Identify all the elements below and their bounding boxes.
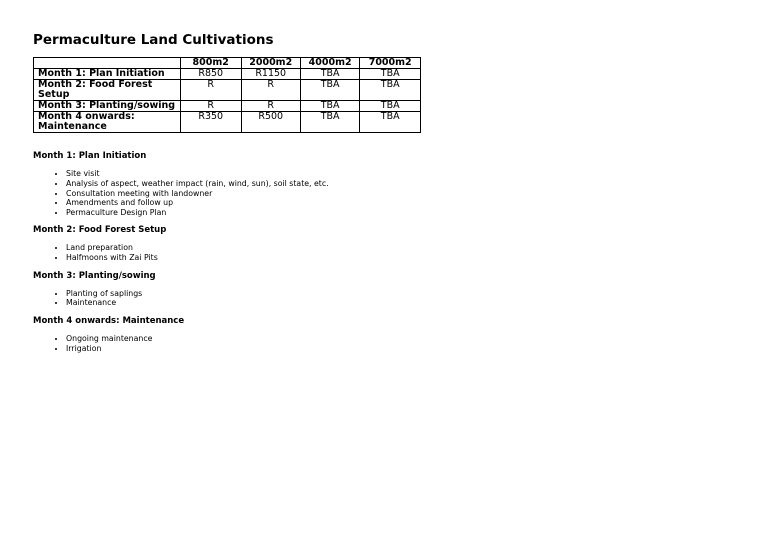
list-item: • Irrigation [66,344,733,354]
price-cell: R [180,80,241,101]
price-cell: R [241,101,300,112]
section-month-2 [33,225,733,263]
list-item: • Ongoing maintenance [66,334,733,344]
price-cell: TBA [300,112,359,133]
table-header-row [34,58,421,69]
section-heading: Month 4 onwards: Maintenance [33,316,185,327]
list-item: • Maintenance [66,298,733,308]
table-header-cell: 2000m2 [241,58,300,69]
bullet-list [33,289,733,309]
price-cell: TBA [300,80,359,101]
list-item: • Consultation meeting with landowner [66,189,733,199]
price-cell: R500 [241,112,300,133]
price-cell: TBA [360,69,421,80]
section-heading: Month 3: Planting/sowing [33,270,156,281]
section-month-3 [33,271,733,309]
table-row [34,80,421,101]
bullet-list [33,169,733,218]
table-row [34,101,421,112]
section-month-4 [33,316,733,354]
table-header-cell: 4000m2 [300,58,359,69]
document-page [33,32,733,354]
list-item: • Site visit [66,169,733,179]
row-label: Month 1: Plan Initiation [34,69,181,80]
table-header-cell [34,58,181,69]
list-item: • Halfmoons with Zai Pits [66,253,733,263]
price-cell: TBA [360,80,421,101]
pricing-table [33,57,421,133]
list-item: • Planting of saplings [66,289,733,299]
section-heading: Month 2: Food Forest Setup [33,224,167,235]
price-cell: TBA [360,112,421,133]
table-header-cell: 800m2 [180,58,241,69]
price-cell: R [241,80,300,101]
price-cell: TBA [300,69,359,80]
list-item: • Amendments and follow up [66,198,733,208]
list-item: • Analysis of aspect, weather impact (rain, wind, sun), soil state, etc. [66,179,733,189]
row-label: Month 2: Food Forest Setup [34,80,181,101]
document-title: Permaculture Land Cultivations [33,32,274,48]
bullet-list [33,334,733,354]
section-heading: Month 1: Plan Initiation [33,151,147,161]
price-cell: R1150 [241,69,300,80]
bullet-list [33,243,733,263]
list-item: • Permaculture Design Plan [66,208,733,218]
price-cell: R350 [180,112,241,133]
list-item: • Land preparation [66,243,733,253]
table-row [34,112,421,133]
price-cell: R [180,101,241,112]
price-cell: TBA [360,101,421,112]
table-header-cell: 7000m2 [360,58,421,69]
section-month-1 [33,151,733,218]
row-label: Month 3: Planting/sowing [34,101,181,112]
row-label: Month 4 onwards: Maintenance [34,112,181,133]
price-cell: R850 [180,69,241,80]
table-row [34,69,421,80]
price-cell: TBA [300,101,359,112]
